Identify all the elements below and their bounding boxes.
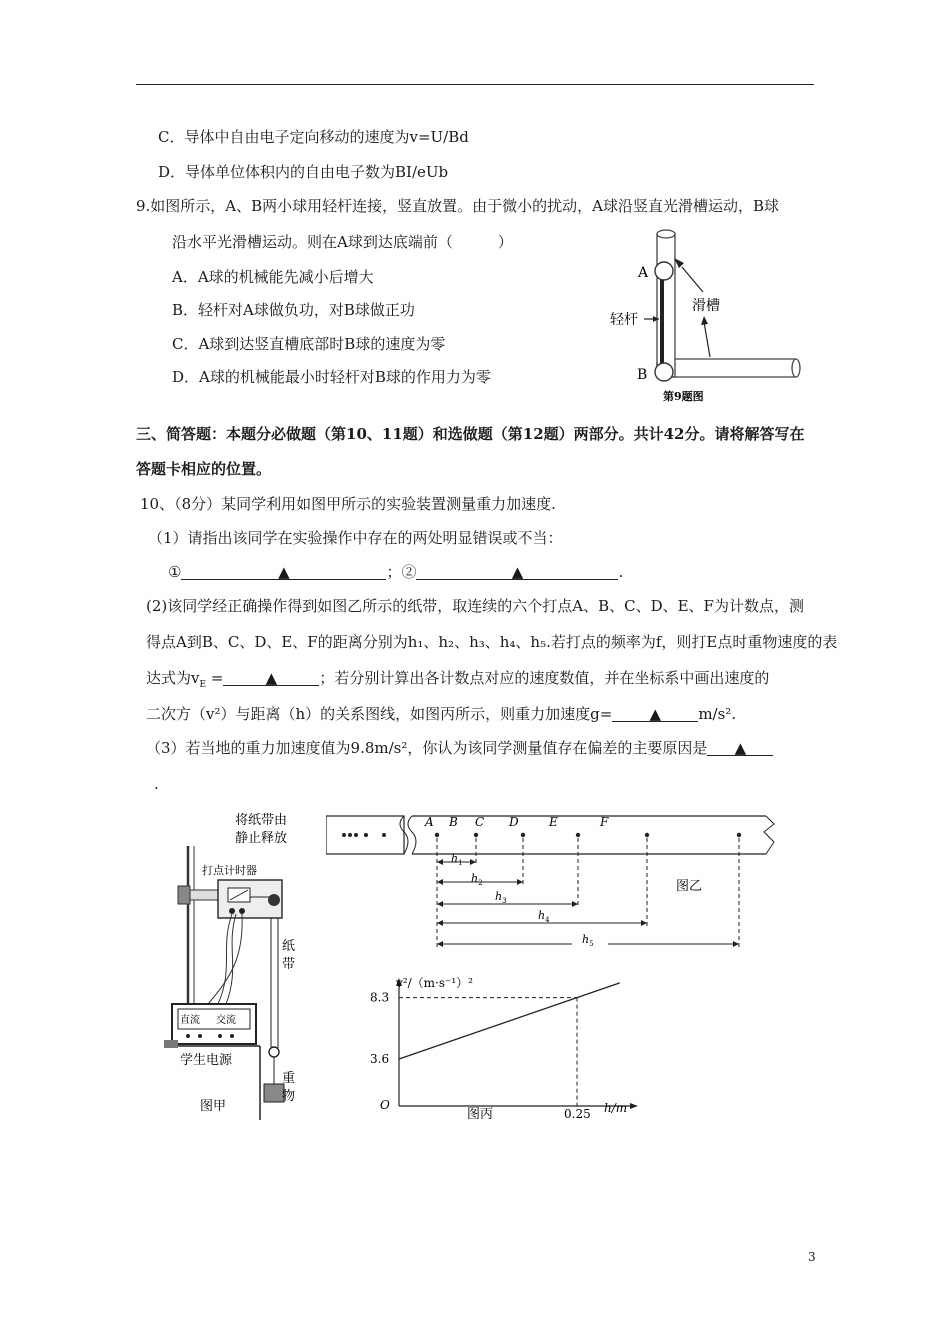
q10-part2-line1: (2)该同学经正确操作得到如图乙所示的纸带，取连续的六个打点A、B、C、D、E、F为计数点，测 [146, 597, 804, 615]
blank-mark-5: ▲ [734, 739, 747, 757]
q10-part2-line2: 得点A到B、C、D、E、F的距离分别为h₁、h₂、h₃、h₄、h₅.若打点的频率为f，则打E点时重物速度的表 [146, 633, 838, 651]
q10-part1-blanks [168, 562, 623, 582]
q9-label-b: B [637, 367, 648, 383]
release-line1: 将纸带由 [235, 813, 288, 828]
y-axis-label: v²/（m·s⁻¹）² [396, 976, 473, 990]
q10-part2-line3 [146, 668, 769, 695]
figure-jia-apparatus [160, 808, 320, 1120]
q9-figure [600, 222, 810, 408]
answer-blank-2 [416, 562, 618, 580]
h1-label: $h_1$ [451, 852, 463, 867]
g-label: 二次方（v²）与距离（h）的关系图线，如图丙所示，则重力加速度g= [146, 705, 613, 723]
part2-line3-rest: ；若分别计算出各计数点对应的速度数值，并在坐标系中画出速度的 [319, 669, 770, 687]
q9-option-c: C．A球到达竖直槽底部时B球的速度为零 [172, 335, 446, 353]
q10-part1: （1）请指出该同学在实验操作中存在的两处明显错误或不当： [148, 529, 563, 547]
x-tick-label: 0.25 [564, 1107, 591, 1121]
q8-option-c: C．导体中自由电子定向移动的速度为v=U/Bd [158, 128, 469, 146]
h2-label: $h_2$ [471, 872, 483, 887]
g-unit: m/s². [698, 705, 737, 723]
h5-label: $h_5$ [582, 933, 594, 948]
q9-caption: 第9题图 [663, 390, 704, 403]
q9-option-d: D．A球的机械能最小时轻杆对B球的作用力为零 [172, 368, 491, 386]
x-axis-label: h/m [604, 1101, 628, 1115]
h3-label: $h_3$ [495, 890, 507, 905]
blank-mark-4: ▲ [649, 705, 662, 723]
ve-sub: E [199, 680, 207, 690]
q10-stem: 10、（8分）某同学利用如图甲所示的实验装置测量重力加速度. [140, 495, 556, 513]
fig-yi-caption: 图乙 [676, 879, 703, 894]
q10-part2-line4 [146, 704, 736, 724]
origin-label: O [380, 1098, 390, 1112]
point-c: C [475, 815, 485, 829]
tape-label-2: 带 [282, 957, 296, 972]
section3-line1: 三、简答题：本题分必做题（第10、11题）和选做题（第12题）两部分。共计42分。请将解答写在 [136, 425, 805, 443]
release-line2: 静止释放 [235, 831, 288, 846]
header-rule [136, 84, 814, 85]
weight-label-1: 重 [282, 1071, 296, 1086]
q9-option-a: A．A球的机械能先减小后增大 [172, 268, 374, 286]
y-tick-label: 8.3 [370, 990, 390, 1005]
q9-option-b: B．轻杆对A球做负功，对B球做正功 [172, 301, 415, 319]
blank-mark-3: ▲ [265, 669, 278, 687]
dc-label: 直流 [180, 1015, 200, 1026]
q9-label-rod: 轻杆 [610, 312, 638, 328]
answer-blank-5 [707, 738, 773, 756]
q9-label-groove: 滑槽 [692, 298, 720, 314]
point-e: E [549, 815, 558, 829]
section3-line2: 答题卡相应的位置。 [136, 460, 272, 478]
circle-1: ① [168, 563, 182, 581]
series-line [399, 983, 620, 1059]
answer-blank-1 [181, 562, 386, 580]
figure-bing-chart [360, 966, 650, 1126]
y-tick-label: 3.6 [370, 1051, 390, 1066]
chart-title: 图丙 [467, 1107, 494, 1122]
point-a: A [425, 815, 434, 829]
q8-option-d: D．导体单位体积内的自由电子数为BI/eUb [158, 163, 449, 181]
weight-label-2: 物 [282, 1089, 296, 1104]
circle-2: ② [401, 563, 417, 581]
sep: ； [386, 563, 402, 581]
ve-label: 达式为v [146, 669, 200, 687]
answer-blank-3 [223, 668, 319, 686]
timer-label: 打点计时器 [202, 864, 257, 877]
blank-mark-1: ▲ [278, 563, 290, 581]
answer-blank-4 [612, 704, 698, 722]
ac-label: 交流 [216, 1015, 236, 1026]
q10-part3 [146, 738, 773, 758]
blank-mark-2: ▲ [511, 563, 524, 581]
point-b: B [449, 815, 458, 829]
part3-text: （3）若当地的重力加速度值为9.8m/s²，你认为该同学测量值存在偏差的主要原因是 [146, 739, 708, 757]
power-label: 学生电源 [180, 1053, 233, 1068]
figure-yi-tape [326, 810, 776, 956]
page-number: 3 [808, 1250, 816, 1264]
tape-label-1: 纸 [282, 939, 296, 954]
q10-part3-end: . [154, 775, 159, 793]
fig-jia-caption: 图甲 [200, 1099, 227, 1114]
q9-stem-line1: 9.如图所示，A、B两小球用轻杆连接，竖直放置。由于微小的扰动，A球沿竖直光滑槽运动，B球 [136, 197, 780, 215]
point-d: D [509, 815, 519, 829]
point-f: F [600, 815, 609, 829]
q9-stem-line2: 沿水平光滑槽运动。则在A球到达底端前（ ） [172, 233, 513, 251]
end-period: . [618, 563, 624, 581]
ve-eq: = [206, 669, 224, 687]
q9-label-a: A [638, 265, 649, 281]
h4-label: $h_4$ [538, 909, 550, 924]
